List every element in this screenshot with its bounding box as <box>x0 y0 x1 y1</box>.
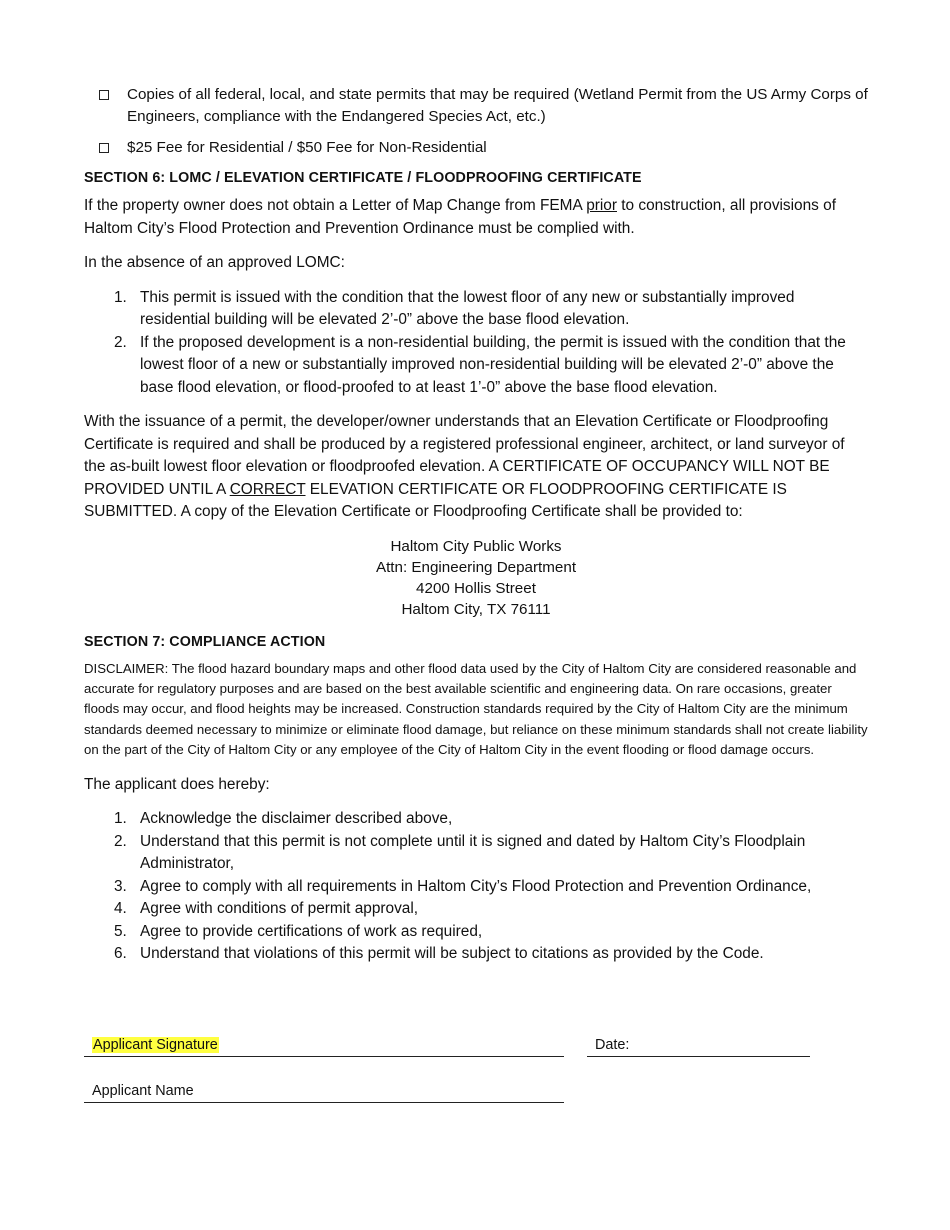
date-label: Date: <box>595 1037 630 1053</box>
applicant-list <box>84 808 868 966</box>
list-text: This permit is issued with the condition that the lowest floor of any new or substantially improved residential building will be elevated 2’-0” above the base flood elevation. <box>140 288 795 328</box>
list-number: 1. <box>114 810 127 828</box>
prior-underlined: prior <box>586 197 617 214</box>
list-number: 3. <box>114 877 127 895</box>
list-item <box>84 921 868 944</box>
signature-area <box>84 1036 824 1106</box>
list-item <box>84 898 868 921</box>
list-text: Agree to comply with all requirements in Haltom City’s Flood Protection and Prevention Ordinance, <box>140 877 812 895</box>
list-number: 2. <box>114 333 127 351</box>
correct-underlined: CORRECT <box>229 480 306 498</box>
address-line: 4200 Hollis Street <box>416 579 536 597</box>
list-text: Understand that this permit is not complete until it is signed and dated by Haltom City’s Floodplain Administrator, <box>140 832 806 873</box>
list-number: 6. <box>114 945 127 963</box>
list-number: 2. <box>114 832 127 850</box>
document-page <box>84 84 868 978</box>
address-line: Haltom City, TX 76111 <box>401 600 551 618</box>
applicant-signature-label: Applicant Signature <box>93 1037 218 1053</box>
checkbox[interactable] <box>99 90 109 100</box>
list-item <box>84 831 868 876</box>
issuance-text: With the issuance of a permit, the developer/owner understands that an Elevation Certificate or Floodproofing Certificate is required and shall be produced by a registered professional engineer, architect, or land surveyor of the as-built lowest floor elevation or floodproofed elevation. A CERTIFICATE OF OCCUPANCY WILL NOT BE PROVIDED UNTIL A <box>84 413 845 498</box>
disclaimer: DISCLAIMER: The flood hazard boundary maps and other flood data used by the City of Haltom City are considered reasonable and accurate for regulatory purposes and are based on the best available scientific and engineering data. On rare occasions, greater floods may occur, and flood heights may be increased. Construction standards required by the City of Haltom City are the minimum standards deemed necessary to minimize or eliminate flood damage, but reliance on these minimum standards shall not create liability on the part of the City of Haltom City or any employee of the City of Haltom City in the event flooding or flood damage occurs. <box>84 660 868 758</box>
intro-text-end: to construction, all provisions of Haltom City’s Flood Protection and Prevention Ordinance must be complied with. <box>84 197 836 237</box>
section-6-heading: SECTION 6: LOMC / ELEVATION CERTIFICATE / FLOODPROOFING CERTIFICATE <box>84 170 642 186</box>
list-item <box>84 943 868 966</box>
intro-text: If the property owner does not obtain a Letter of Map Change from FEMA <box>84 197 587 214</box>
list-item <box>84 808 868 831</box>
list-item <box>84 332 868 400</box>
address-line: Haltom City Public Works <box>390 537 562 555</box>
list-text: Agree to provide certifications of work as required, <box>140 922 483 940</box>
address-line: Attn: Engineering Department <box>375 558 577 576</box>
list-number: 5. <box>114 922 127 940</box>
applicant-intro: The applicant does hereby: <box>84 775 270 793</box>
list-number: 4. <box>114 900 127 918</box>
checklist-item-text: Copies of all federal, local, and state permits that may be required (Wetland Permit from the US Army Corps of Engineers, compliance with the Endangered Species Act, etc.) <box>127 86 868 125</box>
absence-text: In the absence of an approved LOMC: <box>84 254 345 271</box>
list-item <box>84 876 868 899</box>
checklist-item <box>84 137 868 159</box>
section-7-heading: SECTION 7: COMPLIANCE ACTION <box>84 633 326 650</box>
section-6-intro <box>84 195 868 240</box>
checkbox[interactable] <box>99 143 109 153</box>
list-text: If the proposed development is a non-residential building, the permit is issued with the condition that the lowest floor of a new or substantially improved non-residential building will be elevated 2’-0” above the base flood elevation, or flood-proofed to at least 1’-0” above the base flood elevation. <box>140 333 846 396</box>
conditions-list <box>84 287 868 400</box>
list-item <box>84 287 868 332</box>
checklist-item <box>84 84 868 128</box>
date-field[interactable] <box>587 1036 810 1057</box>
applicant-name-label: Applicant Name <box>92 1083 194 1099</box>
checklist-item-text: $25 Fee for Residential / $50 Fee for Non-Residential <box>127 139 487 156</box>
list-text: Understand that violations of this permit will be subject to citations as provided by the Code. <box>140 945 764 963</box>
address-block <box>84 536 868 620</box>
list-text: Agree with conditions of permit approval, <box>140 900 419 918</box>
list-text: Acknowledge the disclaimer described above, <box>140 810 453 828</box>
list-number: 1. <box>114 288 127 306</box>
applicant-signature-field[interactable] <box>84 1036 564 1057</box>
applicant-name-field[interactable] <box>84 1082 564 1103</box>
issuance-paragraph <box>84 411 868 524</box>
issuance-text-end: ELEVATION CERTIFICATE OR FLOODPROOFING CERTIFICATE IS SUBMITTED. A copy of the Elevation Certificate or Floodproofing Certificate shall be provided to: <box>84 480 787 520</box>
